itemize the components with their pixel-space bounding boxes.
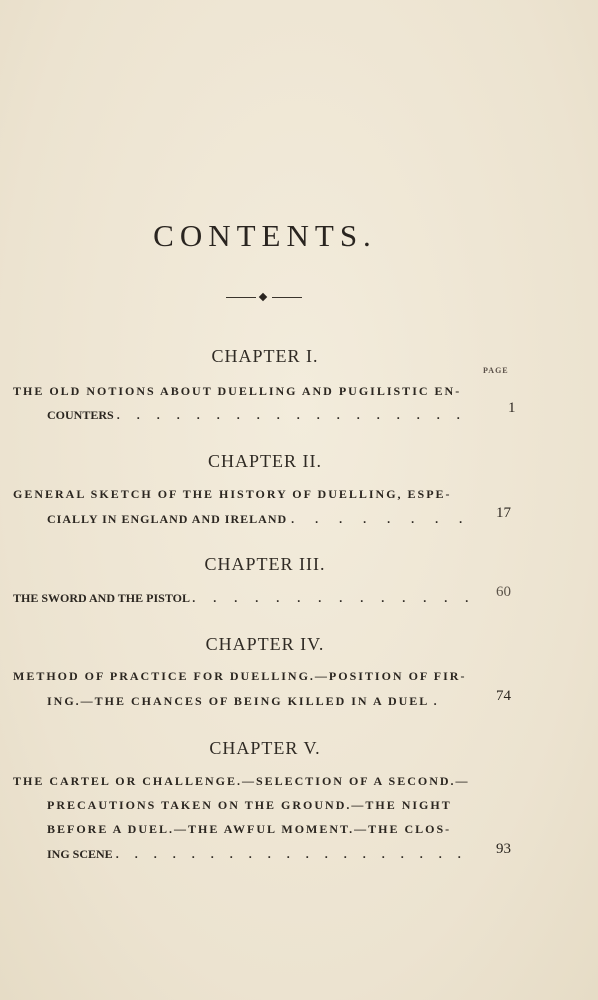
chapter-entry-line: PRECAUTIONS TAKEN ON THE GROUND.—THE NIGHT	[47, 798, 452, 812]
chapter-entry-line: COUNTERS . . . . . . . . . . . . . . . . . .	[47, 408, 467, 422]
chapter-entry-line: ING.—THE CHANCES OF BEING KILLED IN A DUEL .	[47, 694, 446, 708]
chapter-entry-line: THE OLD NOTIONS ABOUT DUELLING AND PUGILISTIC EN-	[13, 384, 462, 398]
dot-leader: . . . . . . . . . . . . . . . . . . .	[115, 847, 468, 861]
page-number: 1	[508, 400, 516, 416]
chapter-heading: CHAPTER III.	[204, 554, 326, 574]
ornament-divider	[226, 292, 302, 304]
chapter-heading: CHAPTER IV.	[205, 634, 325, 654]
chapter-entry-line: THE SWORD AND THE PISTOL . . . . . . . . . . . . . .	[13, 591, 476, 605]
dot-leader: .	[433, 694, 446, 708]
page-number: 17	[496, 505, 511, 521]
chapter-heading: CHAPTER II.	[208, 451, 322, 471]
dot-leader: . . . . . . . . . . . . . . . . . .	[116, 408, 467, 422]
chapter-entry-line: ING SCENE . . . . . . . . . . . . . . . . . . .	[47, 847, 468, 861]
page-number: 60	[496, 584, 511, 600]
chapter-entry-line: THE CARTEL OR CHALLENGE.—SELECTION OF A SECOND.—	[13, 774, 470, 788]
chapter-entry-line: BEFORE A DUEL.—THE AWFUL MOMENT.—THE CLOS-	[47, 822, 452, 836]
chapter-heading: CHAPTER V.	[209, 738, 321, 758]
page-title: CONTENTS.	[153, 218, 377, 253]
page-column-label: PAGE	[483, 366, 509, 375]
page-number: 74	[496, 688, 511, 704]
dot-leader: . . . . . . . . . . . . . .	[192, 591, 476, 605]
chapter-entry-line: CIALLY IN ENGLAND AND IRELAND . . . . . . . .	[47, 512, 472, 526]
chapter-entry-line: GENERAL SKETCH OF THE HISTORY OF DUELLING, ESPE-	[13, 487, 452, 501]
dot-leader: . . . . . . . .	[291, 512, 472, 526]
chapter-heading: CHAPTER I.	[211, 346, 319, 366]
page-number: 93	[496, 841, 511, 857]
chapter-entry-line: METHOD OF PRACTICE FOR DUELLING.—POSITION OF FIR-	[13, 669, 467, 683]
